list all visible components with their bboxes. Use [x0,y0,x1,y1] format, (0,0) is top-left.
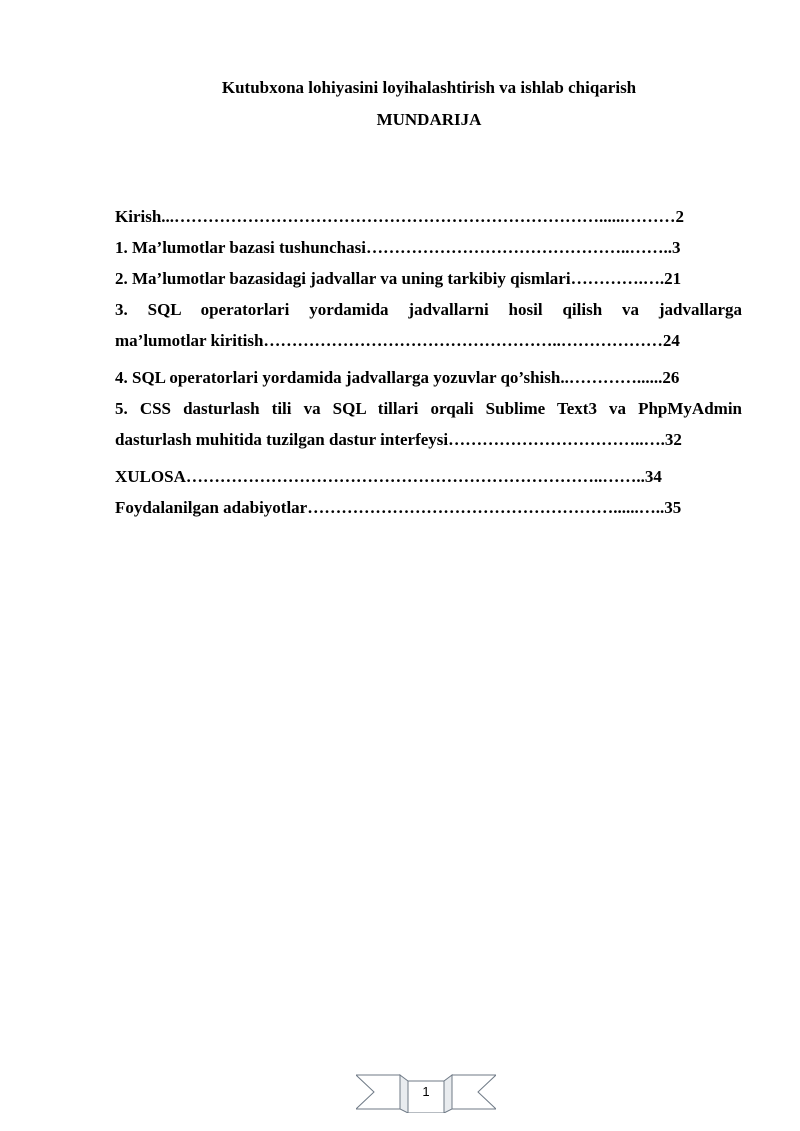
toc-entry-adabiyotlar: Foydalanilgan adabiyotlar………………………………………………......…..35 [115,498,682,517]
toc-entry-5-line2: dasturlash muhitida tuzilgan dastur interfeysi……………………………..….32 [115,430,682,449]
page-number: 1 [422,1084,430,1099]
toc-entry-2: 2. Ma’lumotlar bazasidagi jadvallar va uning tarkibiy qismlari………….….21 [115,269,682,288]
contents-heading: MUNDARIJA [376,110,482,129]
document-title: Kutubxona lohiyasini loyihalashtirish va ishlab chiqarish [221,78,637,97]
toc-entry-3-line1: 3. SQL operatorlari yordamida jadvallarni hosil qilish va jadvallarga [115,300,742,319]
table-of-contents [115,204,742,526]
toc-entry-4: 4. SQL operatorlari yordamida jadvallarga yozuvlar qo’shish..…………......26 [115,368,680,387]
toc-entry-kirish: Kirish...…………………………………………………………………......………2 [115,207,685,226]
toc-entry-3-line2: ma’lumotlar kiritish……………………………………………..………………24 [115,331,680,350]
toc-entry-xulosa: XULOSA………………………………………………………………..……..34 [115,467,662,486]
toc-entry-1: 1. Ma’lumotlar bazasi tushunchasi………………………………………..……..3 [115,238,681,257]
page-footer [356,1073,496,1113]
toc-entry-5-line1: 5. CSS dasturlash tili va SQL tillari orqali Sublime Text3 va PhpMyAdmin [115,399,742,418]
